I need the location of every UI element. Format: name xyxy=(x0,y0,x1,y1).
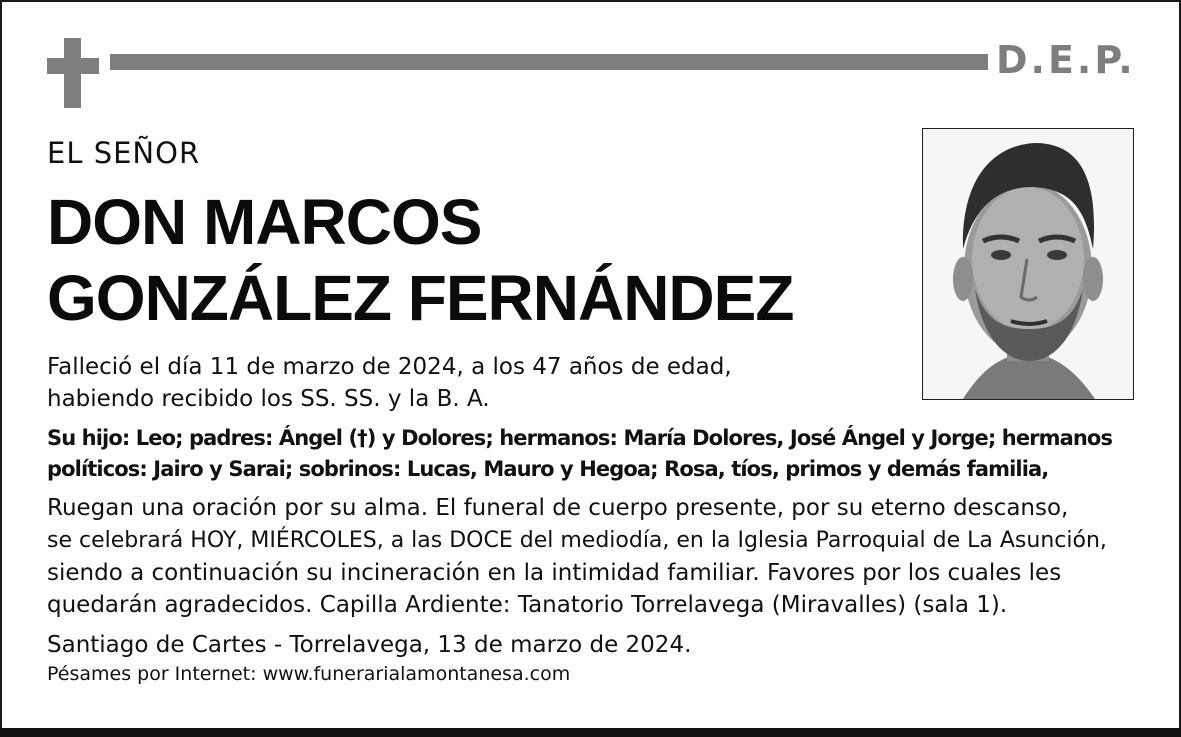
death-line-2: habiendo recibido los SS. SS. y la B. A. xyxy=(47,386,490,412)
deceased-name xyxy=(47,184,793,336)
family-line-1: Su hijo: Leo; padres: Ángel (†) y Dolores; hermanos: María Dolores, José Ángel y Jorge; hermanos xyxy=(47,426,1113,450)
condolences-link: Pésames por Internet: www.funerarialamontanesa.com xyxy=(47,663,571,685)
death-line-1: Falleció el día 11 de marzo de 2024, a los 47 años de edad, xyxy=(47,354,732,380)
service-line-3: siendo a continuación su incineración en la intimidad familiar. Favores por los cuales les xyxy=(47,560,1062,586)
bottom-border xyxy=(0,728,1181,737)
dep-label: D.E.P. xyxy=(996,38,1136,82)
portrait-photo xyxy=(922,128,1134,400)
service-line-2: se celebrará HOY, MIÉRCOLES, a las DOCE del mediodía, en la Iglesia Parroquial de La Asunción, xyxy=(47,528,1107,553)
service-line-4: quedarán agradecidos. Capilla Ardiente: Tanatorio Torrelavega (Miravalles) (sala 1). xyxy=(47,592,1008,618)
portrait-figure xyxy=(923,129,1133,399)
service-line-1: Ruegan una oración por su alma. El funeral de cuerpo presente, por su eterno descanso, xyxy=(47,495,1069,521)
family-line-2: políticos: Jairo y Sarai; sobrinos: Lucas, Mauro y Hegoa; Rosa, tíos, primos y demás familia, xyxy=(47,457,1049,481)
place-date: Santiago de Cartes - Torrelavega, 13 de marzo de 2024. xyxy=(47,632,692,658)
name-line-1: DON MARCOS xyxy=(47,186,482,258)
title-el-senor: EL SEÑOR xyxy=(47,136,201,170)
name-line-2: GONZÁLEZ FERNÁNDEZ xyxy=(47,262,794,334)
cross-icon xyxy=(47,38,99,108)
header-rule xyxy=(110,54,988,70)
